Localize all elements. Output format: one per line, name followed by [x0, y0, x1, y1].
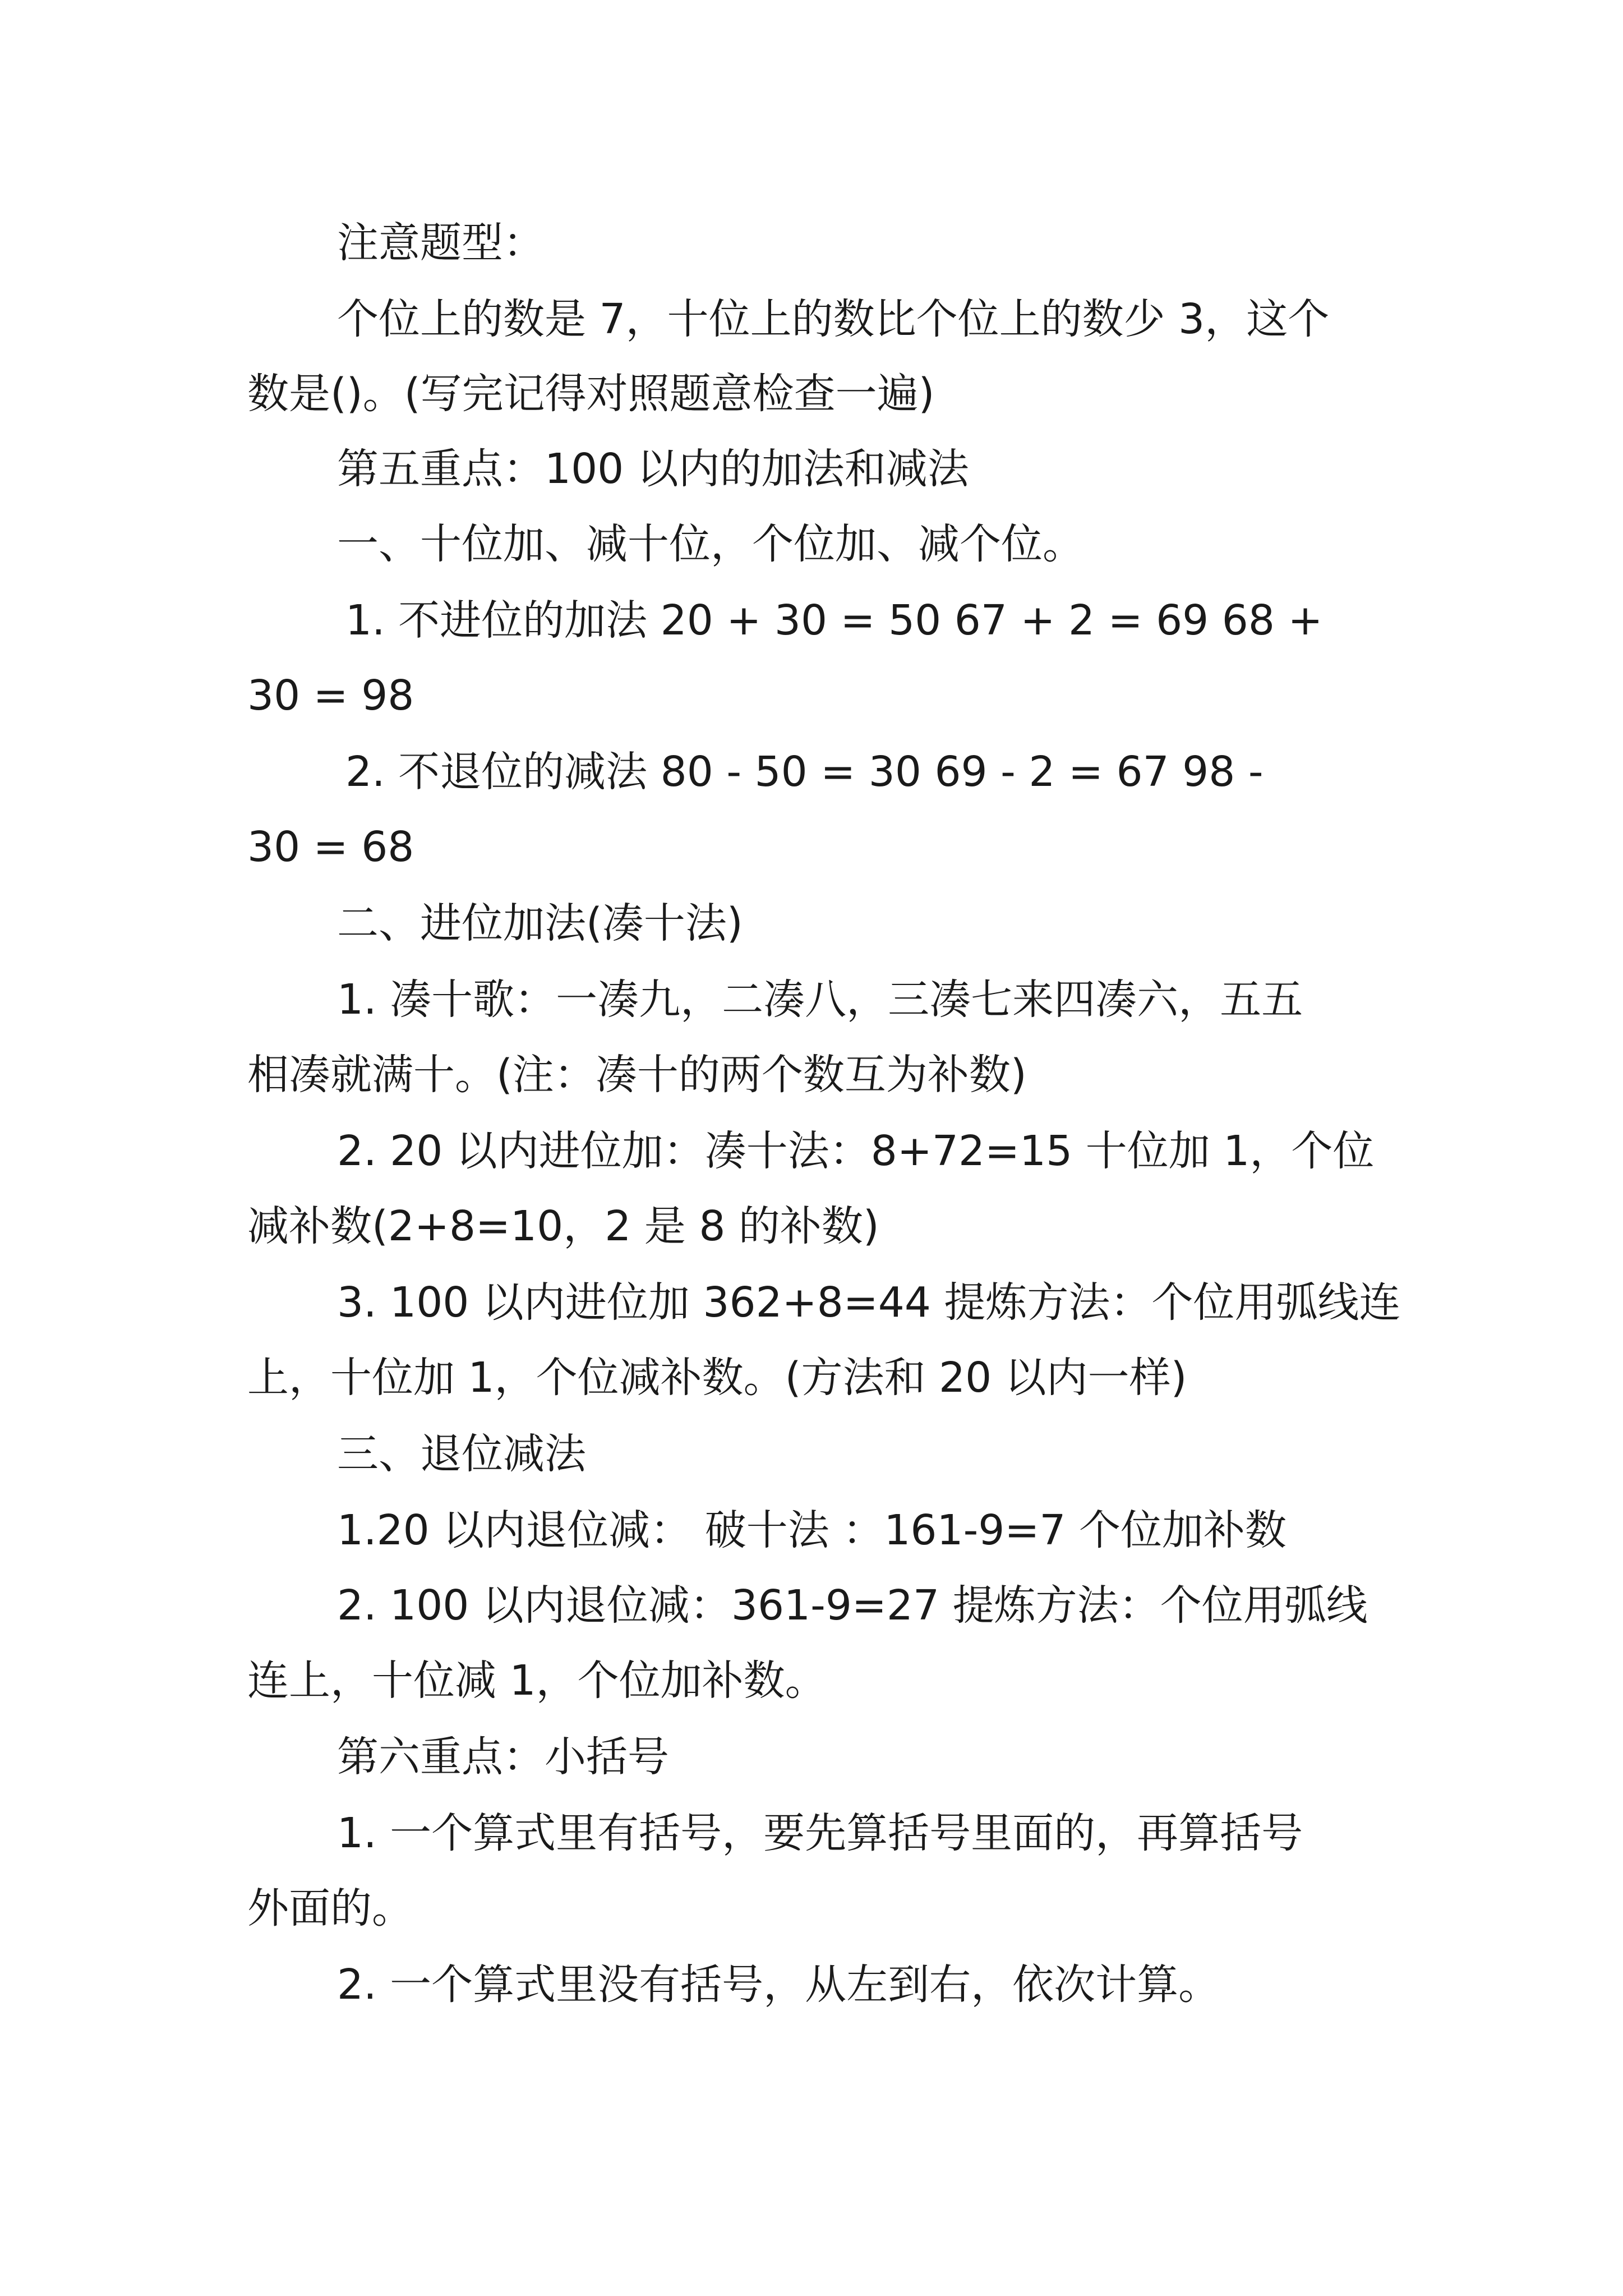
item-make-ten-song-line-2: 相凑就满十。(注：凑十的两个数互为补数): [247, 1051, 1027, 1099]
item-carry-100-line-1: 3. 100 以内进位加 362+8=44 提炼方法：个位用弧线连: [337, 1278, 1401, 1327]
subheading-1: 一、十位加、减十位，个位加、减个位。: [337, 520, 1084, 568]
item-parentheses-1-line-2: 外面的。: [247, 1884, 413, 1932]
item-no-carry-add-line-1: 1. 不进位的加法 20 + 30 = 50 67 + 2 = 69 68 +: [345, 596, 1323, 645]
item-no-borrow-sub-line-2: 30 = 68: [247, 823, 414, 871]
item-borrow-20: 1.20 以内退位减： 破十法 ：161-9=7 个位加补数: [337, 1506, 1287, 1554]
item-carry-20-line-2: 减补数(2+8=10，2 是 8 的补数): [247, 1202, 879, 1250]
item-parentheses-1-line-1: 1. 一个算式里有括号，要先算括号里面的，再算括号: [337, 1809, 1303, 1857]
item-carry-20-line-1: 2. 20 以内进位加：凑十法：8+72=15 十位加 1，个位: [337, 1127, 1375, 1175]
section-heading-5: 第五重点：100 以内的加法和减法: [337, 445, 969, 493]
question-line-2: 数是()。(写完记得对照题意检查一遍): [247, 370, 935, 418]
item-make-ten-song-line-1: 1. 凑十歌：一凑九，二凑八，三凑七来四凑六，五五: [337, 976, 1303, 1024]
item-carry-100-line-2: 上，十位加 1，个位减补数。(方法和 20 以内一样): [247, 1354, 1187, 1402]
item-no-carry-add-line-2: 30 = 98: [247, 671, 414, 720]
section-heading-6: 第六重点：小括号: [337, 1733, 669, 1781]
subheading-2: 二、进位加法(凑十法): [337, 899, 743, 947]
subheading-3: 三、退位减法: [337, 1430, 586, 1478]
item-borrow-100-line-2: 连上，十位减 1，个位加补数。: [247, 1657, 827, 1705]
item-no-borrow-sub-line-1: 2. 不退位的减法 80 - 50 = 30 69 - 2 = 67 98 -: [345, 748, 1264, 796]
item-borrow-100-line-1: 2. 100 以内退位减：361-9=27 提炼方法：个位用弧线: [337, 1581, 1368, 1630]
question-line-1: 个位上的数是 7，十位上的数比个位上的数少 3，这个: [337, 295, 1330, 343]
heading-note-question-types: 注意题型：: [337, 219, 545, 267]
item-parentheses-2: 2. 一个算式里没有括号，从左到右，依次计算。: [337, 1961, 1220, 2009]
